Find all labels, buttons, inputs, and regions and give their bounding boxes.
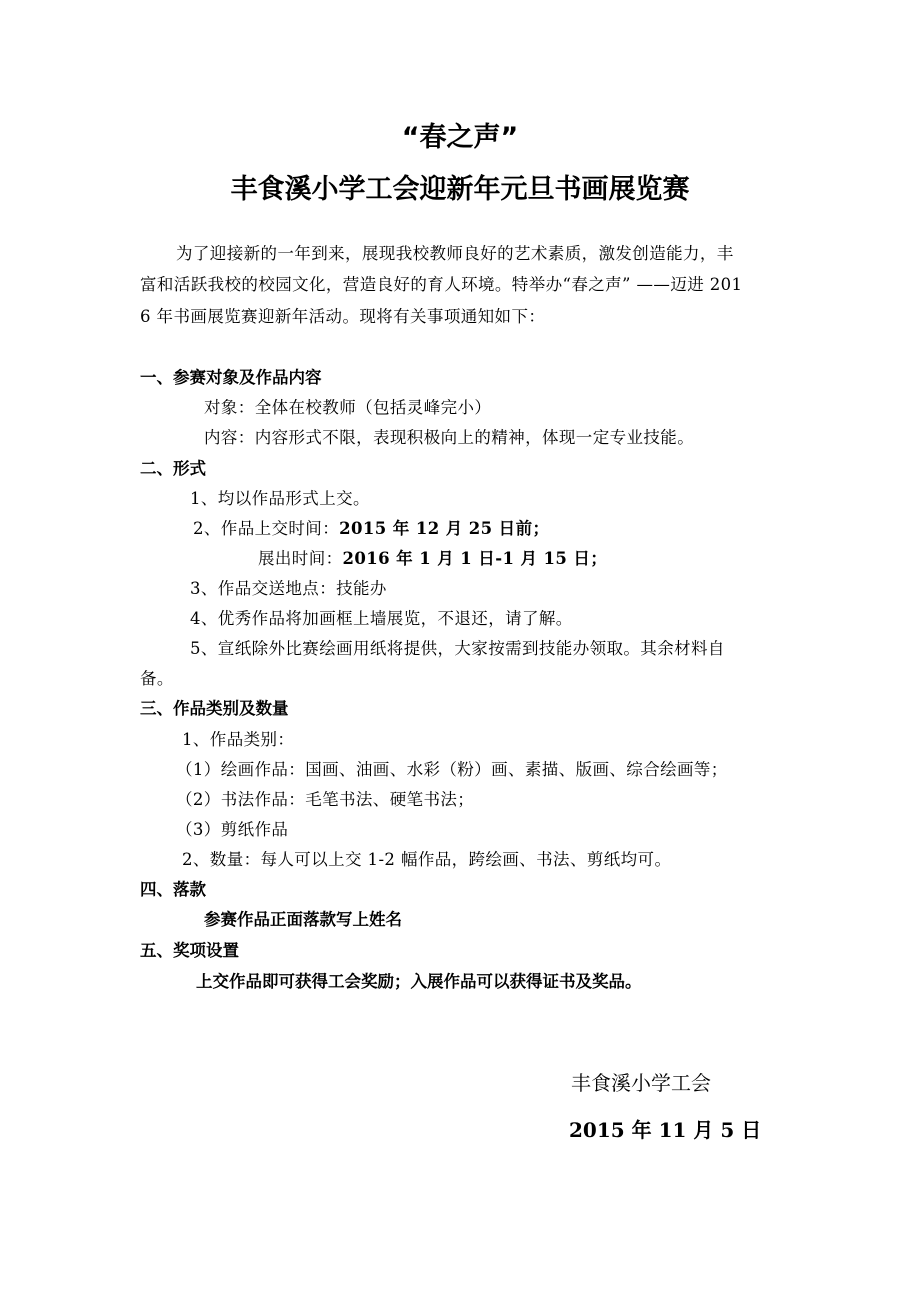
section-1-content: 内容：内容形式不限，表现积极向上的精神，体现一定专业技能。 <box>204 428 695 447</box>
intro-line-2: 富和活跃我校的校园文化，营造良好的育人环境。特举办“春之声” ——迈进 201 <box>140 275 743 294</box>
section-3-heading: 三、作品类别及数量 <box>140 699 289 718</box>
section-2-item-2b <box>258 545 607 569</box>
section-3-category-1: （1）绘画作品：国画、油画、水彩（粉）画、素描、版画、综合绘画等； <box>176 760 728 779</box>
intro-line-3: 6 年书画展览赛迎新年活动。现将有关事项通知如下： <box>140 307 546 326</box>
section-2-item-1: 1、均以作品形式上交。 <box>190 489 370 508</box>
section-5-text: 上交作品即可获得工会奖励；入展作品可以获得证书及奖品。 <box>196 972 642 991</box>
section-1-heading: 一、参赛对象及作品内容 <box>140 368 322 387</box>
intro-line-1: 为了迎接新的一年到来，展现我校教师良好的艺术素质，激发创造能力，丰 <box>176 244 734 263</box>
section-3-item-1: 1、作品类别： <box>182 730 295 749</box>
section-2-heading: 二、形式 <box>140 459 206 478</box>
submit-time-label: 2、作品上交时间： <box>193 519 340 538</box>
section-2-item-2 <box>193 515 549 539</box>
signature-org: 丰食溪小学工会 <box>571 1071 711 1095</box>
signature-date: 2015 年 11 月 5 日 <box>569 1118 762 1142</box>
section-4-heading: 四、落款 <box>140 880 206 899</box>
section-3-item-2: 2、数量：每人可以上交 1-2 幅作品，跨绘画、书法、剪纸均可。 <box>182 850 672 869</box>
section-3-category-3: （3）剪纸作品 <box>176 820 289 839</box>
section-4-text: 参赛作品正面落款写上姓名 <box>204 910 402 929</box>
section-2-item-3: 3、作品交送地点：技能办 <box>190 579 387 598</box>
page-title: 丰食溪小学工会迎新年元旦书画展览赛 <box>230 174 690 205</box>
section-2-item-5-cont: 备。 <box>140 669 174 688</box>
section-3-category-2: （2）书法作品：毛笔书法、硬笔书法； <box>176 790 475 809</box>
title-quote: “春之声” <box>401 122 519 153</box>
exhibit-time-label: 展出时间： <box>258 549 343 568</box>
section-2-item-5: 5、宣纸除外比赛绘画用纸将提供，大家按需到技能办领取。其余材料自 <box>190 639 725 658</box>
exhibit-time-value: 2016 年 1 月 1 日-1 月 15 日； <box>342 549 608 568</box>
section-1-target: 对象：全体在校教师（包括灵峰完小） <box>204 398 492 417</box>
section-5-heading: 五、奖项设置 <box>140 941 239 960</box>
submit-time-value: 2015 年 12 月 25 日前； <box>339 519 550 538</box>
section-2-item-4: 4、优秀作品将加画框上墙展览，不退还，请了解。 <box>190 609 573 628</box>
